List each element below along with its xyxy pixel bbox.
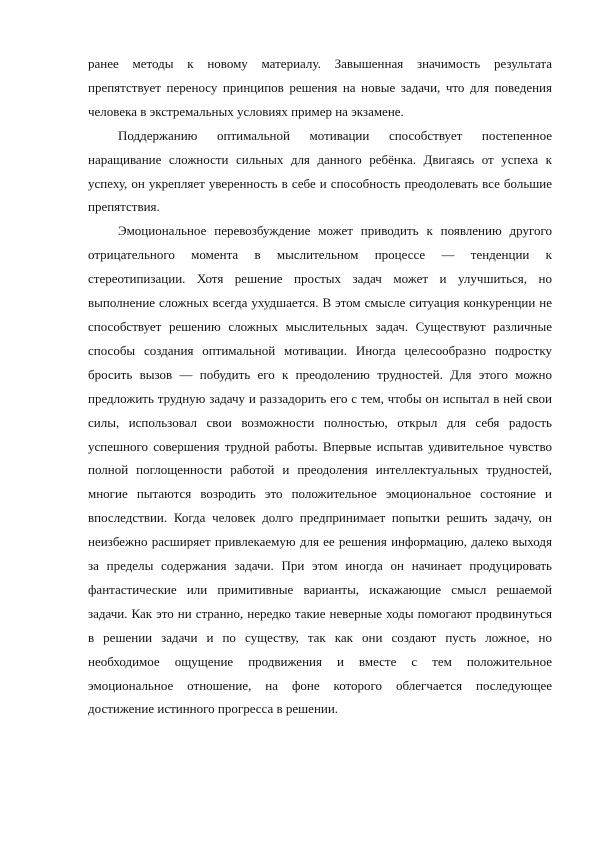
paragraph-2: Поддержанию оптимальной мотивации способствует постепенное наращивание сложности сильных для данного ребёнка. Двигаясь от успеха к успеху, он укрепляет уверенность в себе и способность преодолевать все большие препятствия. bbox=[88, 127, 552, 215]
body-text bbox=[88, 52, 552, 721]
paragraph-3: Эмоциональное перевозбуждение может приводить к появлению другого отрицательного момента в мыслительном процессе — тенденции к стереотипизации. Хотя решение простых задач может и улучшиться, но выполнение сложных всегда ухудшается. В этом смысле ситуация конкуренции не способствует решению сложных мыслительных задач. Существуют различные способы создания оптимальной мотивации. Иногда целесообразно подростку бросить вызов — побудить его к преодолению трудностей. Для этого можно предложить трудную задачу и раззадорить его с тем, чтобы он испытал в ней свои силы, использовал свои возможности полностью, открыл для себя радость успешного совершения трудной работы. Впервые испытав удивительное чувство полной поглощенности работой и преодоления интеллектуальных трудностей, многие пытаются возродить это положительное эмоциональное состояние и впоследствии. Когда человек долго предпринимает попытки решить задачу, он неизбежно расширяет привлекаемую для ее решения информацию, далеко выходя за пределы содержания задачи. При этом иногда он начинает продуцировать фантастические или примитивные варианты, искажающие смысл решаемой задачи. Как это ни странно, нередко такие неверные ходы помогают продвинуться в решении задачи и по существу, так как они создают пусть ложное, но необходимое ощущение продвижения и вместе с тем положительное эмоциональное отношение, на фоне которого облегчается последующее достижение истинного прогресса в решении. bbox=[88, 223, 552, 717]
paragraph-1: ранее методы к новому материалу. Завышенная значимость результата препятствует переносу принципов решения на новые задачи, что для поведения человека в экстремальных условиях пример на экзамене. bbox=[88, 56, 552, 119]
